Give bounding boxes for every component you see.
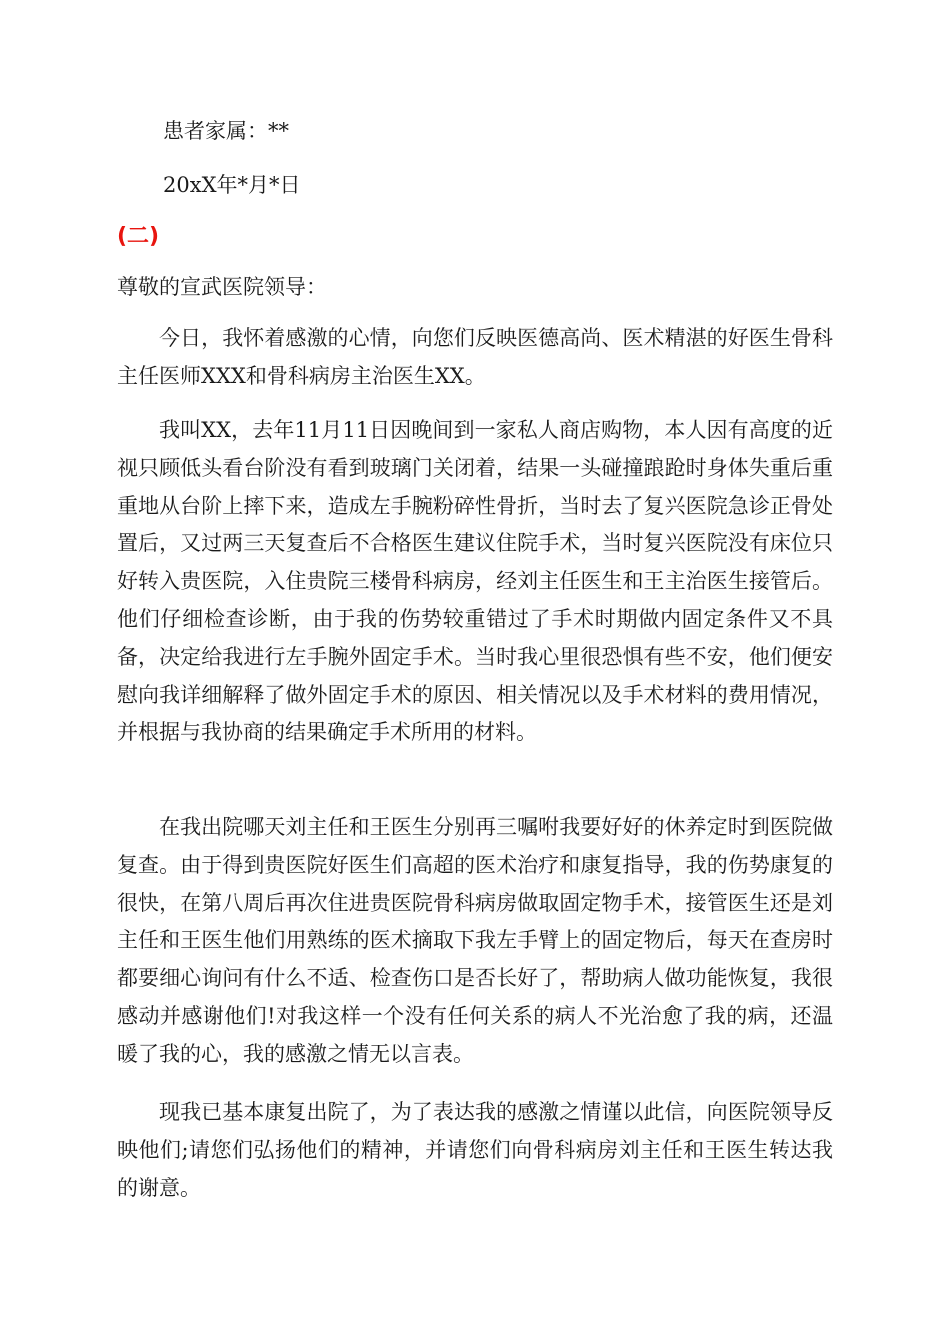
letter-salutation: 尊敬的宣武医院领导： bbox=[117, 275, 327, 299]
letter-signer: 患者家属：** bbox=[163, 119, 289, 143]
body-paragraph-2: 我叫XX，去年11月11日因晚间到一家私人商店购物，本人因有高度的近视只顾低头看台阶没有看到玻璃门关闭着，结果一头碰撞踉跄时身体失重后重重地从台阶上摔下来，造成左手腕粉碎性骨折，当时去了复兴医院急诊正骨处置后，又过两三天复查后不合格医生建议住院手术，当时复兴医院没有床位只好转入贵医院，入住贵院三楼骨科病房，经刘主任医生和王主治医生接管后。他们仔细检查诊断，由于我的伤势较重错过了手术时期做内固定条件又不具备，决定给我进行左手腕外固定手术。当时我心里很恐惧有些不安，他们便安慰向我详细解释了做外固定手术的原因、相关情况以及手术材料的费用情况，并根据与我协商的结果确定手术所用的材料。 bbox=[117, 418, 833, 745]
body-paragraph-1: 今日，我怀着感激的心情，向您们反映医德高尚、医术精湛的好医生骨科主任医师XXX和骨科病房主治医生XX。 bbox=[117, 326, 833, 388]
body-paragraph-4: 现我已基本康复出院了，为了表达我的感激之情谨以此信，向医院领导反映他们;请您们弘扬他们的精神，并请您们向骨科病房刘主任和王医生转达我的谢意。 bbox=[117, 1100, 833, 1200]
letter-date: 20xX年*月*日 bbox=[163, 173, 301, 197]
section-heading: (二) bbox=[117, 224, 160, 249]
body-paragraph-3: 在我出院哪天刘主任和王医生分别再三嘱咐我要好好的休养定时到医院做复查。由于得到贵医院好医生们高超的医术治疗和康复指导，我的伤势康复的很快，在第八周后再次住进贵医院骨科病房做取固定物手术，接管医生还是刘主任和王医生他们用熟练的医术摘取下我左手臂上的固定物后，每天在查房时都要细心询问有什么不适、检查伤口是否长好了，帮助病人做功能恢复，我很感动并感谢他们!对我这样一个没有任何关系的病人不光治愈了我的病，还温暖了我的心，我的感激之情无以言表。 bbox=[117, 815, 833, 1066]
